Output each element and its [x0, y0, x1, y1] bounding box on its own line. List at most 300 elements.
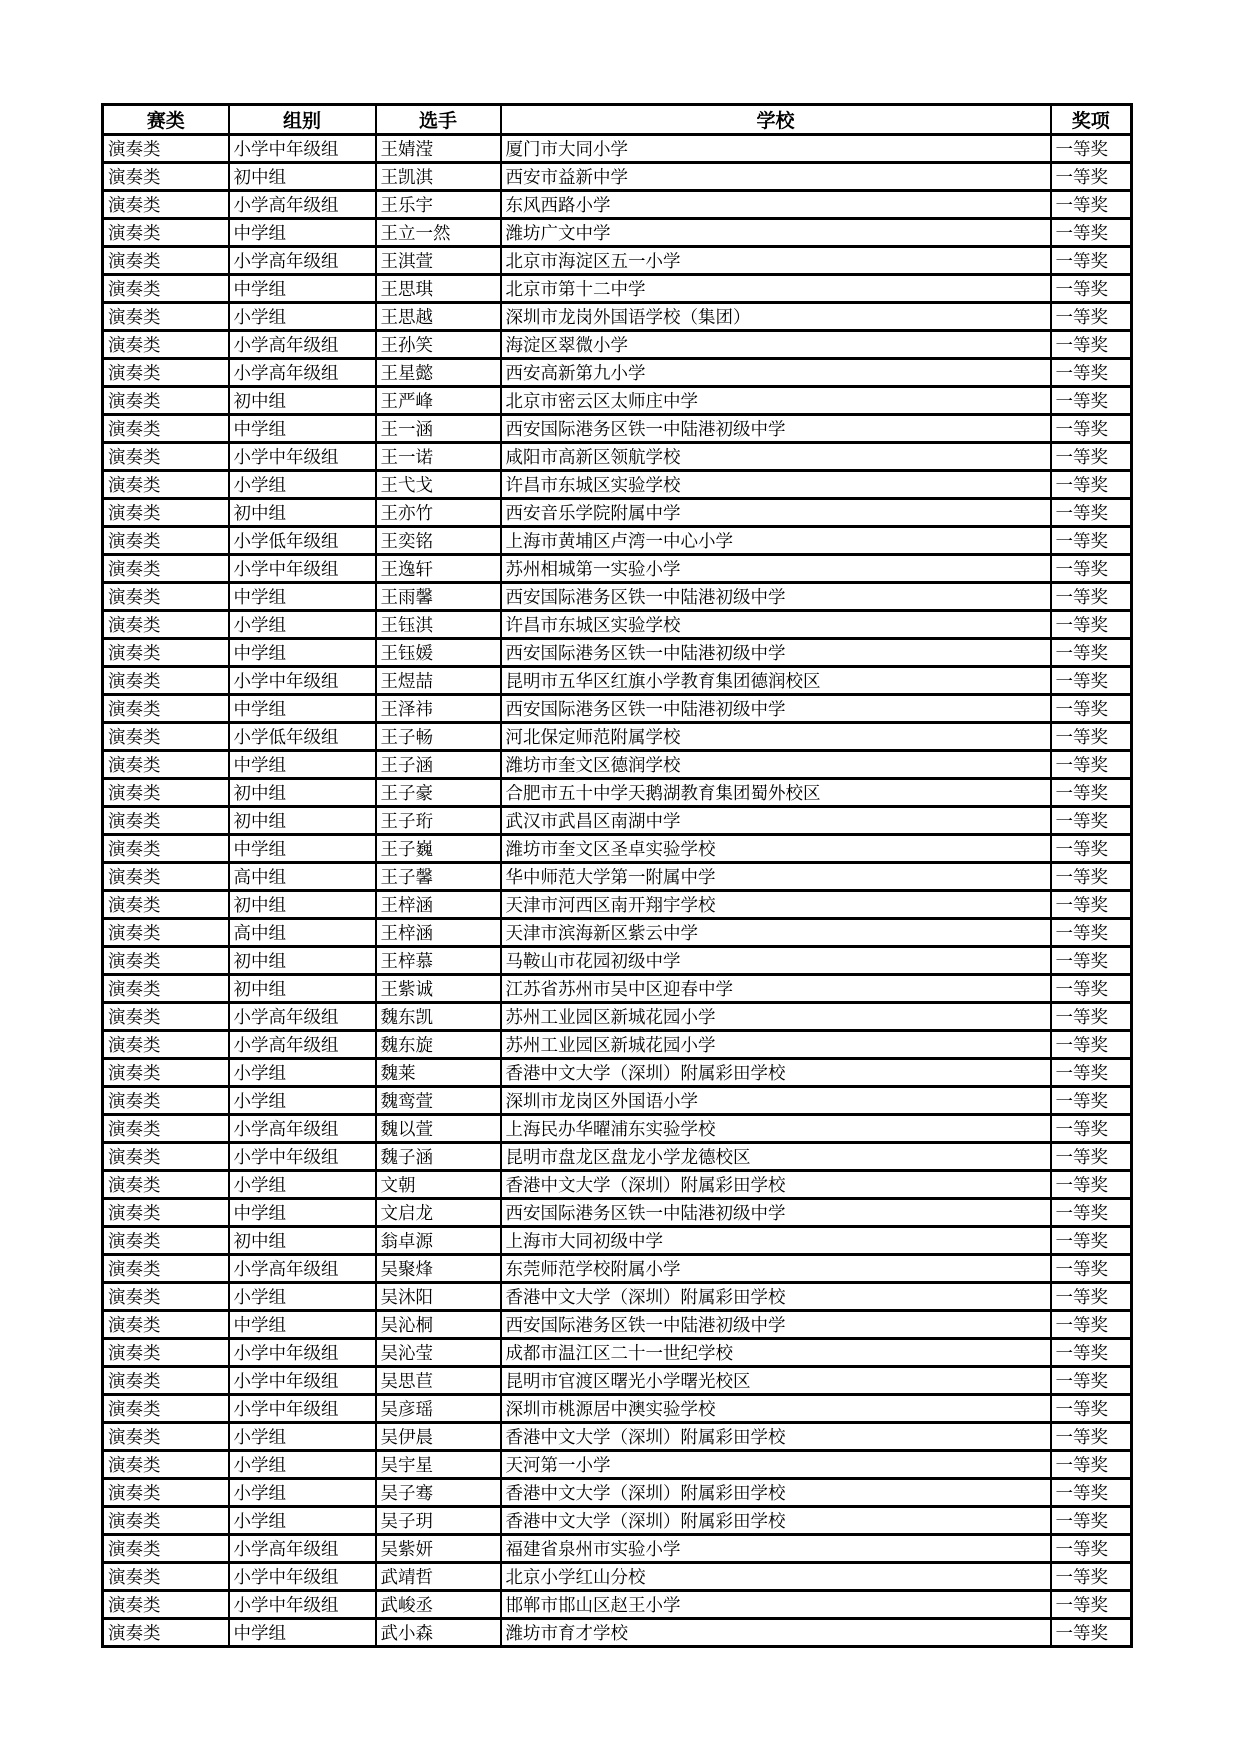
table-row [103, 667, 1132, 695]
cell-group: 中学组 [229, 1311, 376, 1339]
cell-group: 小学低年级组 [229, 723, 376, 751]
cell-award: 一等奖 [1051, 1115, 1132, 1143]
cell-category: 演奏类 [103, 667, 229, 695]
cell-category: 演奏类 [103, 723, 229, 751]
cell-contestant: 王梓涵 [376, 891, 501, 919]
cell-category: 演奏类 [103, 1115, 229, 1143]
cell-category: 演奏类 [103, 1451, 229, 1479]
cell-group: 小学组 [229, 1171, 376, 1199]
cell-category: 演奏类 [103, 191, 229, 219]
cell-category: 演奏类 [103, 1367, 229, 1395]
cell-award: 一等奖 [1051, 527, 1132, 555]
cell-category: 演奏类 [103, 331, 229, 359]
cell-school: 香港中文大学（深圳）附属彩田学校 [501, 1423, 1051, 1451]
cell-group: 小学中年级组 [229, 1339, 376, 1367]
cell-category: 演奏类 [103, 275, 229, 303]
cell-school: 武汉市武昌区南湖中学 [501, 807, 1051, 835]
table-row [103, 331, 1132, 359]
cell-school: 西安高新第九小学 [501, 359, 1051, 387]
cell-award: 一等奖 [1051, 331, 1132, 359]
cell-school: 邯郸市邯山区赵王小学 [501, 1591, 1051, 1619]
cell-school: 苏州相城第一实验小学 [501, 555, 1051, 583]
cell-award: 一等奖 [1051, 667, 1132, 695]
cell-category: 演奏类 [103, 471, 229, 499]
cell-contestant: 王子巍 [376, 835, 501, 863]
table-row [103, 1199, 1132, 1227]
cell-award: 一等奖 [1051, 807, 1132, 835]
cell-school: 海淀区翠微小学 [501, 331, 1051, 359]
table-row [103, 1115, 1132, 1143]
table-row [103, 1367, 1132, 1395]
table-row [103, 1339, 1132, 1367]
cell-contestant: 王子馨 [376, 863, 501, 891]
cell-contestant: 魏鸾萱 [376, 1087, 501, 1115]
cell-category: 演奏类 [103, 303, 229, 331]
cell-school: 东风西路小学 [501, 191, 1051, 219]
cell-school: 河北保定师范附属学校 [501, 723, 1051, 751]
cell-school: 北京市海淀区五一小学 [501, 247, 1051, 275]
cell-group: 初中组 [229, 779, 376, 807]
cell-category: 演奏类 [103, 947, 229, 975]
table-row [103, 583, 1132, 611]
cell-group: 小学中年级组 [229, 1563, 376, 1591]
cell-contestant: 王钰淇 [376, 611, 501, 639]
cell-group: 小学组 [229, 471, 376, 499]
cell-contestant: 王雨馨 [376, 583, 501, 611]
column-header-award: 奖项 [1051, 105, 1132, 135]
cell-award: 一等奖 [1051, 1283, 1132, 1311]
cell-contestant: 吴子骞 [376, 1479, 501, 1507]
cell-award: 一等奖 [1051, 247, 1132, 275]
cell-group: 中学组 [229, 219, 376, 247]
cell-school: 马鞍山市花园初级中学 [501, 947, 1051, 975]
cell-school: 天津市河西区南开翔宇学校 [501, 891, 1051, 919]
cell-contestant: 王凯淇 [376, 163, 501, 191]
cell-award: 一等奖 [1051, 1255, 1132, 1283]
table-row [103, 779, 1132, 807]
cell-award: 一等奖 [1051, 1059, 1132, 1087]
cell-contestant: 武靖哲 [376, 1563, 501, 1591]
cell-school: 香港中文大学（深圳）附属彩田学校 [501, 1479, 1051, 1507]
cell-school: 西安国际港务区铁一中陆港初级中学 [501, 639, 1051, 667]
cell-category: 演奏类 [103, 135, 229, 163]
cell-group: 小学组 [229, 1059, 376, 1087]
table-row [103, 1535, 1132, 1563]
table-row [103, 975, 1132, 1003]
cell-group: 小学高年级组 [229, 359, 376, 387]
cell-contestant: 魏以萱 [376, 1115, 501, 1143]
table-row [103, 443, 1132, 471]
cell-award: 一等奖 [1051, 695, 1132, 723]
cell-award: 一等奖 [1051, 1031, 1132, 1059]
cell-school: 昆明市官渡区曙光小学曙光校区 [501, 1367, 1051, 1395]
cell-category: 演奏类 [103, 1143, 229, 1171]
cell-school: 西安国际港务区铁一中陆港初级中学 [501, 1311, 1051, 1339]
cell-award: 一等奖 [1051, 1451, 1132, 1479]
cell-contestant: 王子豪 [376, 779, 501, 807]
cell-category: 演奏类 [103, 359, 229, 387]
cell-school: 天河第一小学 [501, 1451, 1051, 1479]
table-row [103, 1507, 1132, 1535]
cell-contestant: 王煜喆 [376, 667, 501, 695]
table-row [103, 415, 1132, 443]
cell-category: 演奏类 [103, 807, 229, 835]
table-row [103, 275, 1132, 303]
table-row [103, 1311, 1132, 1339]
cell-school: 潍坊市奎文区圣卓实验学校 [501, 835, 1051, 863]
cell-category: 演奏类 [103, 1591, 229, 1619]
cell-group: 小学高年级组 [229, 1115, 376, 1143]
table-row [103, 1087, 1132, 1115]
cell-group: 小学低年级组 [229, 527, 376, 555]
cell-award: 一等奖 [1051, 1339, 1132, 1367]
cell-group: 初中组 [229, 1227, 376, 1255]
cell-group: 小学组 [229, 1479, 376, 1507]
cell-school: 东莞师范学校附属小学 [501, 1255, 1051, 1283]
table-row [103, 135, 1132, 163]
cell-group: 中学组 [229, 695, 376, 723]
cell-school: 西安国际港务区铁一中陆港初级中学 [501, 1199, 1051, 1227]
results-table [101, 103, 1133, 1648]
cell-school: 潍坊市育才学校 [501, 1619, 1051, 1647]
cell-category: 演奏类 [103, 247, 229, 275]
table-row [103, 1059, 1132, 1087]
cell-school: 西安国际港务区铁一中陆港初级中学 [501, 695, 1051, 723]
cell-award: 一等奖 [1051, 443, 1132, 471]
cell-group: 小学组 [229, 1423, 376, 1451]
cell-school: 西安国际港务区铁一中陆港初级中学 [501, 415, 1051, 443]
cell-award: 一等奖 [1051, 1003, 1132, 1031]
table-row [103, 1619, 1132, 1647]
cell-group: 高中组 [229, 863, 376, 891]
cell-school: 潍坊广文中学 [501, 219, 1051, 247]
cell-contestant: 魏子涵 [376, 1143, 501, 1171]
cell-contestant: 魏东旋 [376, 1031, 501, 1059]
table-row [103, 919, 1132, 947]
cell-group: 小学中年级组 [229, 135, 376, 163]
table-row [103, 471, 1132, 499]
cell-contestant: 文启龙 [376, 1199, 501, 1227]
cell-award: 一等奖 [1051, 639, 1132, 667]
cell-category: 演奏类 [103, 443, 229, 471]
cell-contestant: 王奕铭 [376, 527, 501, 555]
cell-category: 演奏类 [103, 1227, 229, 1255]
cell-category: 演奏类 [103, 1339, 229, 1367]
cell-award: 一等奖 [1051, 751, 1132, 779]
table-row [103, 555, 1132, 583]
cell-category: 演奏类 [103, 639, 229, 667]
cell-category: 演奏类 [103, 1479, 229, 1507]
cell-school: 西安市益新中学 [501, 163, 1051, 191]
cell-category: 演奏类 [103, 863, 229, 891]
cell-school: 上海民办华曜浦东实验学校 [501, 1115, 1051, 1143]
table-row [103, 723, 1132, 751]
cell-award: 一等奖 [1051, 1171, 1132, 1199]
cell-contestant: 吴伊晨 [376, 1423, 501, 1451]
cell-school: 北京市第十二中学 [501, 275, 1051, 303]
cell-award: 一等奖 [1051, 611, 1132, 639]
cell-award: 一等奖 [1051, 415, 1132, 443]
cell-award: 一等奖 [1051, 303, 1132, 331]
cell-school: 咸阳市高新区领航学校 [501, 443, 1051, 471]
cell-contestant: 王一诺 [376, 443, 501, 471]
cell-award: 一等奖 [1051, 387, 1132, 415]
cell-school: 苏州工业园区新城花园小学 [501, 1003, 1051, 1031]
cell-contestant: 王婧滢 [376, 135, 501, 163]
cell-category: 演奏类 [103, 919, 229, 947]
cell-contestant: 王孙笑 [376, 331, 501, 359]
table-row [103, 1563, 1132, 1591]
cell-contestant: 王梓慕 [376, 947, 501, 975]
cell-contestant: 翁卓源 [376, 1227, 501, 1255]
cell-school: 西安音乐学院附属中学 [501, 499, 1051, 527]
cell-category: 演奏类 [103, 611, 229, 639]
cell-category: 演奏类 [103, 499, 229, 527]
cell-contestant: 王逸轩 [376, 555, 501, 583]
cell-contestant: 王子珩 [376, 807, 501, 835]
cell-group: 小学中年级组 [229, 1143, 376, 1171]
cell-award: 一等奖 [1051, 779, 1132, 807]
table-row [103, 611, 1132, 639]
cell-group: 小学组 [229, 1451, 376, 1479]
table-row [103, 1003, 1132, 1031]
cell-group: 初中组 [229, 807, 376, 835]
cell-contestant: 吴子玥 [376, 1507, 501, 1535]
cell-award: 一等奖 [1051, 555, 1132, 583]
table-row [103, 807, 1132, 835]
cell-category: 演奏类 [103, 695, 229, 723]
cell-school: 厦门市大同小学 [501, 135, 1051, 163]
cell-group: 初中组 [229, 891, 376, 919]
cell-school: 潍坊市奎文区德润学校 [501, 751, 1051, 779]
cell-group: 中学组 [229, 415, 376, 443]
cell-group: 小学高年级组 [229, 1031, 376, 1059]
cell-contestant: 王淇萱 [376, 247, 501, 275]
table-row [103, 359, 1132, 387]
cell-category: 演奏类 [103, 1423, 229, 1451]
cell-category: 演奏类 [103, 527, 229, 555]
cell-contestant: 吴沁桐 [376, 1311, 501, 1339]
cell-category: 演奏类 [103, 1087, 229, 1115]
cell-category: 演奏类 [103, 1395, 229, 1423]
cell-school: 香港中文大学（深圳）附属彩田学校 [501, 1283, 1051, 1311]
cell-category: 演奏类 [103, 1003, 229, 1031]
cell-group: 中学组 [229, 639, 376, 667]
cell-category: 演奏类 [103, 583, 229, 611]
table-row [103, 1423, 1132, 1451]
table-row [103, 1479, 1132, 1507]
cell-category: 演奏类 [103, 387, 229, 415]
cell-contestant: 魏东凯 [376, 1003, 501, 1031]
cell-school: 华中师范大学第一附属中学 [501, 863, 1051, 891]
table-row [103, 1255, 1132, 1283]
cell-contestant: 王子畅 [376, 723, 501, 751]
cell-group: 高中组 [229, 919, 376, 947]
cell-award: 一等奖 [1051, 1563, 1132, 1591]
cell-group: 小学高年级组 [229, 331, 376, 359]
cell-award: 一等奖 [1051, 947, 1132, 975]
cell-group: 中学组 [229, 583, 376, 611]
cell-school: 江苏省苏州市吴中区迎春中学 [501, 975, 1051, 1003]
cell-category: 演奏类 [103, 1199, 229, 1227]
cell-category: 演奏类 [103, 1311, 229, 1339]
cell-category: 演奏类 [103, 1255, 229, 1283]
cell-contestant: 王亦竹 [376, 499, 501, 527]
results-table-header [103, 105, 1132, 135]
cell-award: 一等奖 [1051, 135, 1132, 163]
cell-school: 香港中文大学（深圳）附属彩田学校 [501, 1507, 1051, 1535]
cell-group: 小学高年级组 [229, 1535, 376, 1563]
cell-contestant: 吴沐阳 [376, 1283, 501, 1311]
cell-school: 西安国际港务区铁一中陆港初级中学 [501, 583, 1051, 611]
cell-category: 演奏类 [103, 1619, 229, 1647]
cell-school: 深圳市龙岗外国语学校（集团） [501, 303, 1051, 331]
table-row [103, 219, 1132, 247]
cell-award: 一等奖 [1051, 1535, 1132, 1563]
cell-award: 一等奖 [1051, 1087, 1132, 1115]
cell-contestant: 王严峰 [376, 387, 501, 415]
cell-group: 小学组 [229, 1283, 376, 1311]
cell-award: 一等奖 [1051, 835, 1132, 863]
cell-contestant: 吴宇星 [376, 1451, 501, 1479]
table-row [103, 191, 1132, 219]
cell-category: 演奏类 [103, 891, 229, 919]
cell-group: 小学组 [229, 303, 376, 331]
cell-award: 一等奖 [1051, 499, 1132, 527]
table-row [103, 1395, 1132, 1423]
cell-contestant: 王钰媛 [376, 639, 501, 667]
cell-school: 深圳市龙岗区外国语小学 [501, 1087, 1051, 1115]
cell-contestant: 魏莱 [376, 1059, 501, 1087]
table-row [103, 1283, 1132, 1311]
cell-award: 一等奖 [1051, 1395, 1132, 1423]
cell-school: 许昌市东城区实验学校 [501, 471, 1051, 499]
cell-category: 演奏类 [103, 1283, 229, 1311]
cell-school: 香港中文大学（深圳）附属彩田学校 [501, 1171, 1051, 1199]
table-row [103, 1143, 1132, 1171]
cell-award: 一等奖 [1051, 1367, 1132, 1395]
table-row [103, 947, 1132, 975]
cell-category: 演奏类 [103, 1171, 229, 1199]
cell-group: 初中组 [229, 975, 376, 1003]
cell-group: 小学高年级组 [229, 1003, 376, 1031]
cell-award: 一等奖 [1051, 583, 1132, 611]
cell-contestant: 王星懿 [376, 359, 501, 387]
cell-group: 中学组 [229, 835, 376, 863]
cell-contestant: 武峻丞 [376, 1591, 501, 1619]
cell-group: 小学组 [229, 611, 376, 639]
table-row [103, 247, 1132, 275]
cell-contestant: 吴彦瑶 [376, 1395, 501, 1423]
cell-school: 上海市黄埔区卢湾一中心小学 [501, 527, 1051, 555]
cell-award: 一等奖 [1051, 1143, 1132, 1171]
table-row [103, 863, 1132, 891]
cell-group: 小学中年级组 [229, 1395, 376, 1423]
cell-category: 演奏类 [103, 415, 229, 443]
cell-award: 一等奖 [1051, 275, 1132, 303]
cell-category: 演奏类 [103, 1507, 229, 1535]
cell-award: 一等奖 [1051, 1311, 1132, 1339]
cell-group: 小学中年级组 [229, 555, 376, 583]
cell-group: 小学高年级组 [229, 247, 376, 275]
cell-contestant: 王立一然 [376, 219, 501, 247]
cell-group: 初中组 [229, 163, 376, 191]
cell-group: 小学组 [229, 1507, 376, 1535]
table-row [103, 1171, 1132, 1199]
cell-contestant: 吴聚烽 [376, 1255, 501, 1283]
cell-category: 演奏类 [103, 1031, 229, 1059]
cell-school: 深圳市桃源居中澳实验学校 [501, 1395, 1051, 1423]
cell-award: 一等奖 [1051, 1479, 1132, 1507]
cell-group: 小学高年级组 [229, 1255, 376, 1283]
cell-school: 北京小学红山分校 [501, 1563, 1051, 1591]
cell-school: 昆明市盘龙区盘龙小学龙德校区 [501, 1143, 1051, 1171]
cell-school: 北京市密云区太师庄中学 [501, 387, 1051, 415]
table-row [103, 163, 1132, 191]
table-row [103, 835, 1132, 863]
cell-group: 中学组 [229, 751, 376, 779]
cell-award: 一等奖 [1051, 191, 1132, 219]
cell-award: 一等奖 [1051, 891, 1132, 919]
cell-category: 演奏类 [103, 835, 229, 863]
cell-contestant: 王弋戈 [376, 471, 501, 499]
cell-school: 苏州工业园区新城花园小学 [501, 1031, 1051, 1059]
table-row [103, 303, 1132, 331]
cell-award: 一等奖 [1051, 471, 1132, 499]
column-header-contestant: 选手 [376, 105, 501, 135]
cell-award: 一等奖 [1051, 359, 1132, 387]
cell-school: 许昌市东城区实验学校 [501, 611, 1051, 639]
cell-school: 天津市滨海新区紫云中学 [501, 919, 1051, 947]
table-row [103, 1451, 1132, 1479]
cell-group: 小学组 [229, 1087, 376, 1115]
cell-group: 初中组 [229, 387, 376, 415]
results-table-body [103, 135, 1132, 1647]
cell-award: 一等奖 [1051, 219, 1132, 247]
cell-award: 一等奖 [1051, 1199, 1132, 1227]
cell-contestant: 武小森 [376, 1619, 501, 1647]
table-row [103, 527, 1132, 555]
cell-group: 小学中年级组 [229, 1591, 376, 1619]
cell-contestant: 王思越 [376, 303, 501, 331]
cell-group: 小学中年级组 [229, 667, 376, 695]
cell-category: 演奏类 [103, 1563, 229, 1591]
cell-contestant: 吴思苣 [376, 1367, 501, 1395]
cell-category: 演奏类 [103, 779, 229, 807]
cell-group: 小学中年级组 [229, 1367, 376, 1395]
cell-award: 一等奖 [1051, 1227, 1132, 1255]
cell-school: 合肥市五十中学天鹅湖教育集团蜀外校区 [501, 779, 1051, 807]
cell-award: 一等奖 [1051, 975, 1132, 1003]
cell-group: 中学组 [229, 1619, 376, 1647]
cell-category: 演奏类 [103, 751, 229, 779]
cell-contestant: 王梓涵 [376, 919, 501, 947]
column-header-group: 组别 [229, 105, 376, 135]
cell-award: 一等奖 [1051, 863, 1132, 891]
cell-school: 上海市大同初级中学 [501, 1227, 1051, 1255]
cell-contestant: 王一涵 [376, 415, 501, 443]
table-row [103, 499, 1132, 527]
cell-school: 昆明市五华区红旗小学教育集团德润校区 [501, 667, 1051, 695]
cell-group: 小学高年级组 [229, 191, 376, 219]
table-row [103, 695, 1132, 723]
cell-group: 中学组 [229, 1199, 376, 1227]
cell-award: 一等奖 [1051, 723, 1132, 751]
table-row [103, 751, 1132, 779]
cell-group: 初中组 [229, 499, 376, 527]
cell-category: 演奏类 [103, 975, 229, 1003]
cell-contestant: 吴沁莹 [376, 1339, 501, 1367]
